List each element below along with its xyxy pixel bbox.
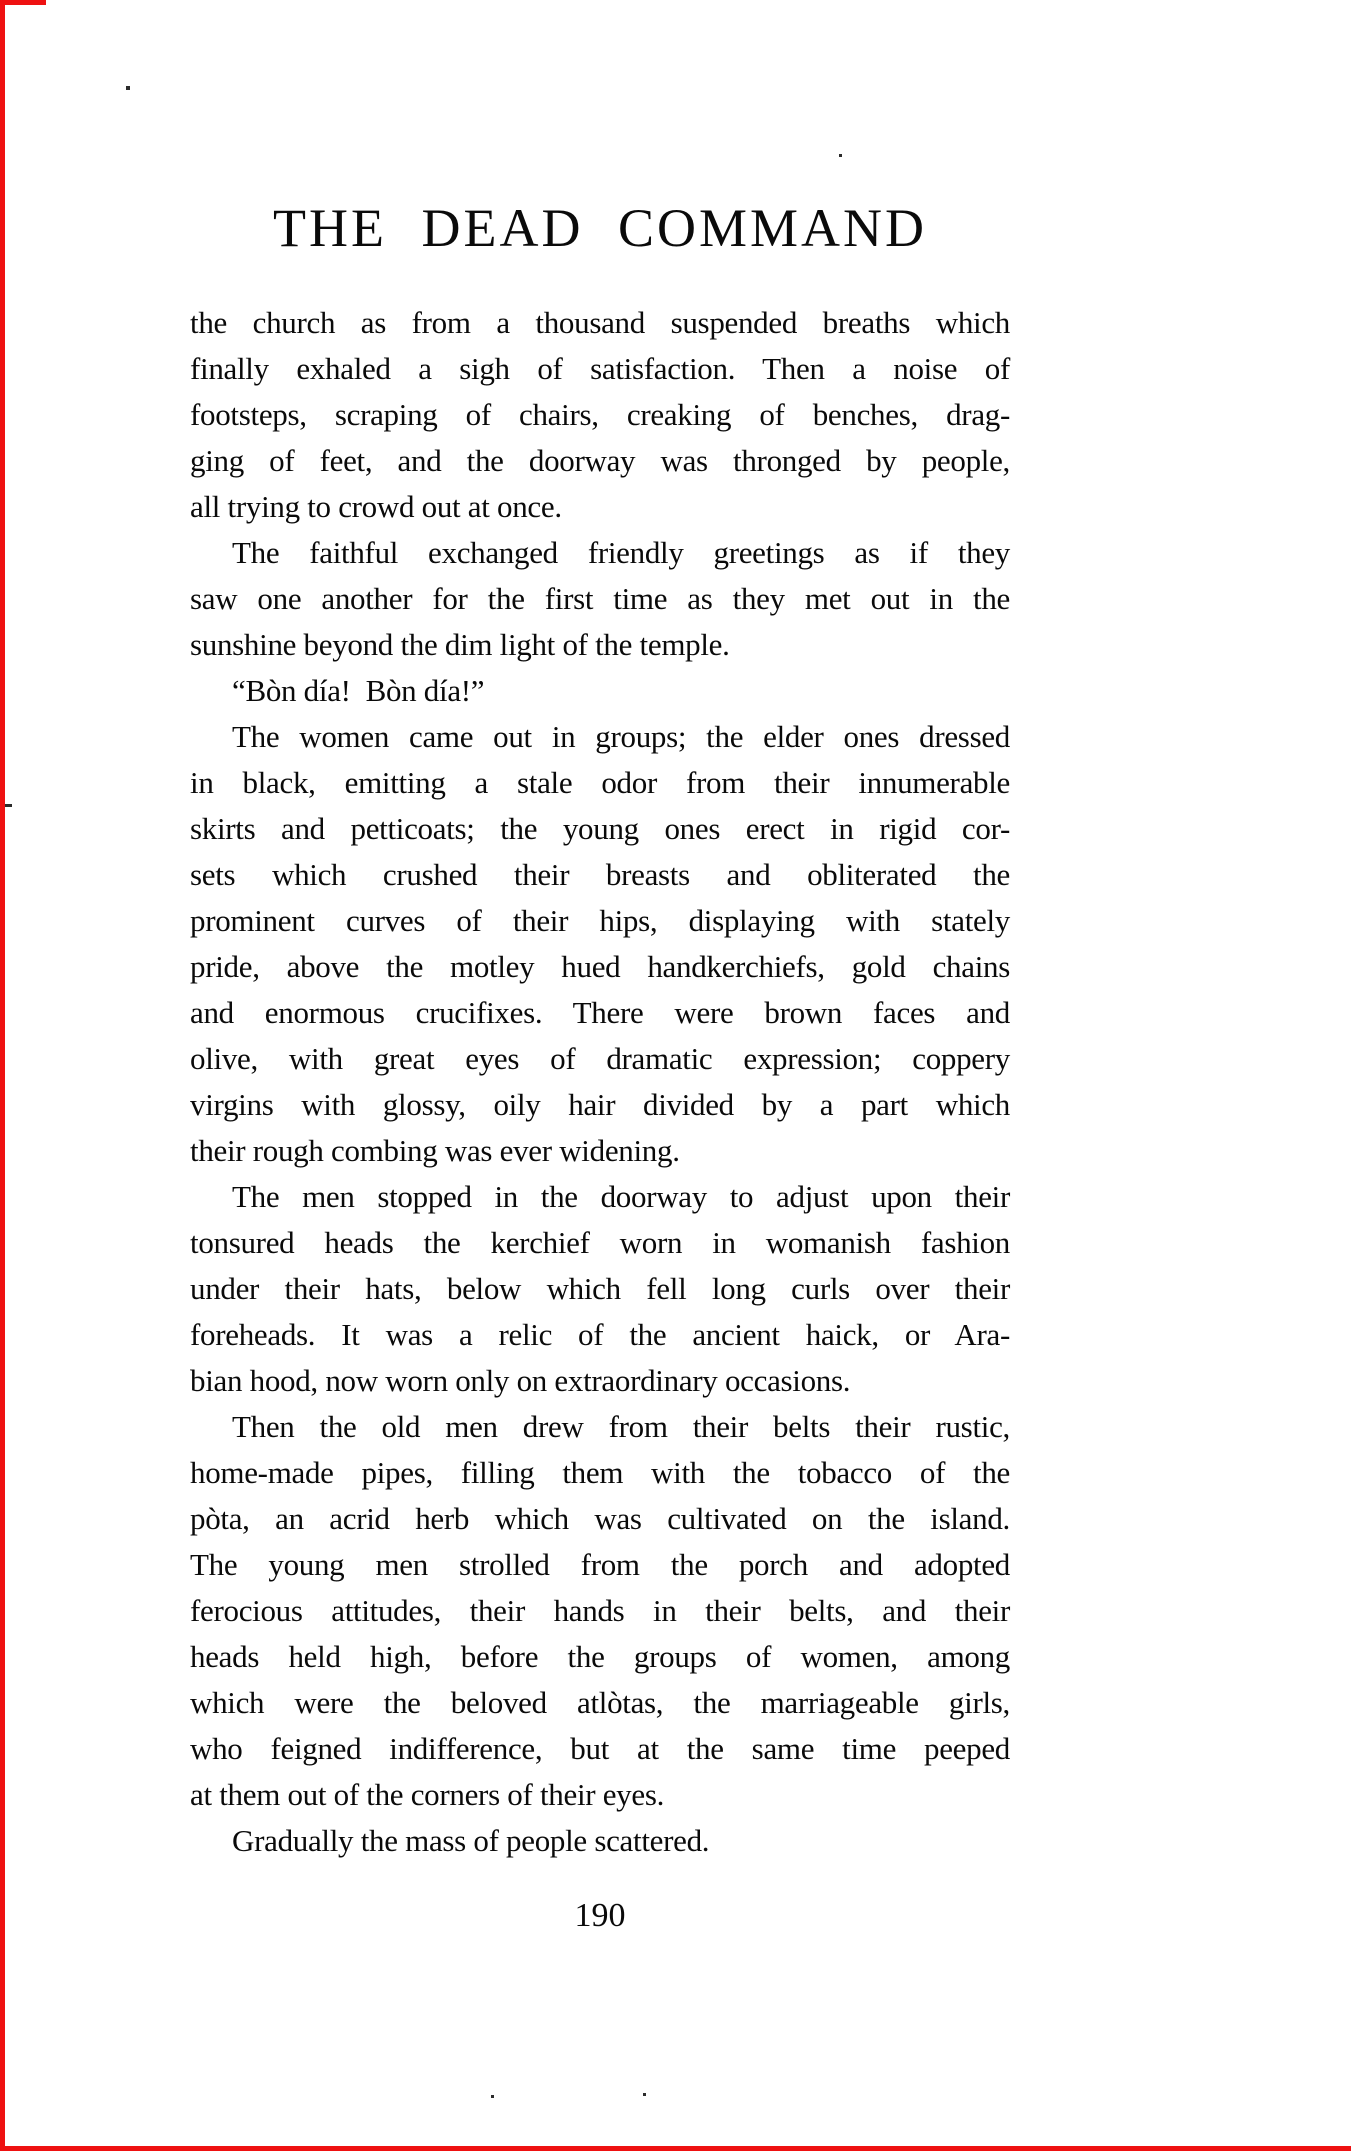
text-line: heads held high, before the groups of women, among: [190, 1639, 1010, 1674]
text-line: sunshine beyond the dim light of the temple.: [190, 627, 730, 662]
text-line: The women came out in groups; the elder ones dressed: [232, 719, 1010, 754]
text-line: “Bòn día! Bòn día!”: [232, 673, 485, 708]
text-line: tonsured heads the kerchief worn in womanish fashion: [190, 1225, 1010, 1260]
red-edge-bottom: [0, 2146, 1351, 2151]
text-line: foreheads. It was a relic of the ancient haick, or Ara-: [190, 1317, 1010, 1352]
text-line: footsteps, scraping of chairs, creaking of benches, drag-: [190, 397, 1010, 432]
text-line: in black, emitting a stale odor from their innumerable: [190, 765, 1010, 800]
red-edge-top-stub: [0, 0, 46, 5]
text-line: the church as from a thousand suspended breaths which: [190, 305, 1010, 340]
text-line: pòta, an acrid herb which was cultivated on the island.: [190, 1501, 1010, 1536]
text-line: pride, above the motley hued handkerchiefs, gold chains: [190, 949, 1010, 984]
body-text: [190, 300, 1010, 1864]
page-title: THE DEAD COMMAND: [273, 198, 927, 258]
text-line: all trying to crowd out at once.: [190, 489, 562, 524]
text-line: The men stopped in the doorway to adjust upon their: [232, 1179, 1010, 1214]
text-line: virgins with glossy, oily hair divided by a part which: [190, 1087, 1010, 1122]
text-line: ging of feet, and the doorway was thronged by people,: [190, 443, 1010, 478]
text-line: saw one another for the first time as they met out in the: [190, 581, 1010, 616]
text-line: and enormous crucifixes. There were brown faces and: [190, 995, 1010, 1030]
page-number: 190: [574, 1897, 626, 1934]
text-line: under their hats, below which fell long curls over their: [190, 1271, 1010, 1306]
text-line: at them out of the corners of their eyes.: [190, 1777, 665, 1812]
text-line: their rough combing was ever widening.: [190, 1133, 680, 1168]
text-line: sets which crushed their breasts and obliterated the: [190, 857, 1010, 892]
text-line: which were the beloved atlòtas, the marriageable girls,: [190, 1685, 1010, 1720]
scan-speck: [5, 804, 12, 807]
scan-speck: [126, 86, 130, 90]
scan-speck: [839, 154, 842, 157]
text-line: skirts and petticoats; the young ones erect in rigid cor-: [190, 811, 1010, 846]
text-line: finally exhaled a sigh of satisfaction. Then a noise of: [190, 351, 1010, 386]
text-line: Gradually the mass of people scattered.: [232, 1823, 710, 1858]
text-line: bian hood, now worn only on extraordinary occasions.: [190, 1363, 851, 1398]
text-line: The young men strolled from the porch and adopted: [190, 1547, 1010, 1582]
text-line: prominent curves of their hips, displaying with stately: [190, 903, 1010, 938]
text-line: who feigned indifference, but at the same time peeped: [190, 1731, 1010, 1766]
text-line: The faithful exchanged friendly greetings as if they: [232, 535, 1010, 570]
red-edge-left: [0, 0, 5, 2151]
text-line: ferocious attitudes, their hands in their belts, and their: [190, 1593, 1010, 1628]
scan-speck: [643, 2093, 646, 2096]
text-line: olive, with great eyes of dramatic expression; coppery: [190, 1041, 1010, 1076]
scan-speck: [491, 2095, 494, 2098]
text-line: home-made pipes, filling them with the tobacco of the: [190, 1455, 1010, 1490]
text-line: Then the old men drew from their belts their rustic,: [232, 1409, 1010, 1444]
